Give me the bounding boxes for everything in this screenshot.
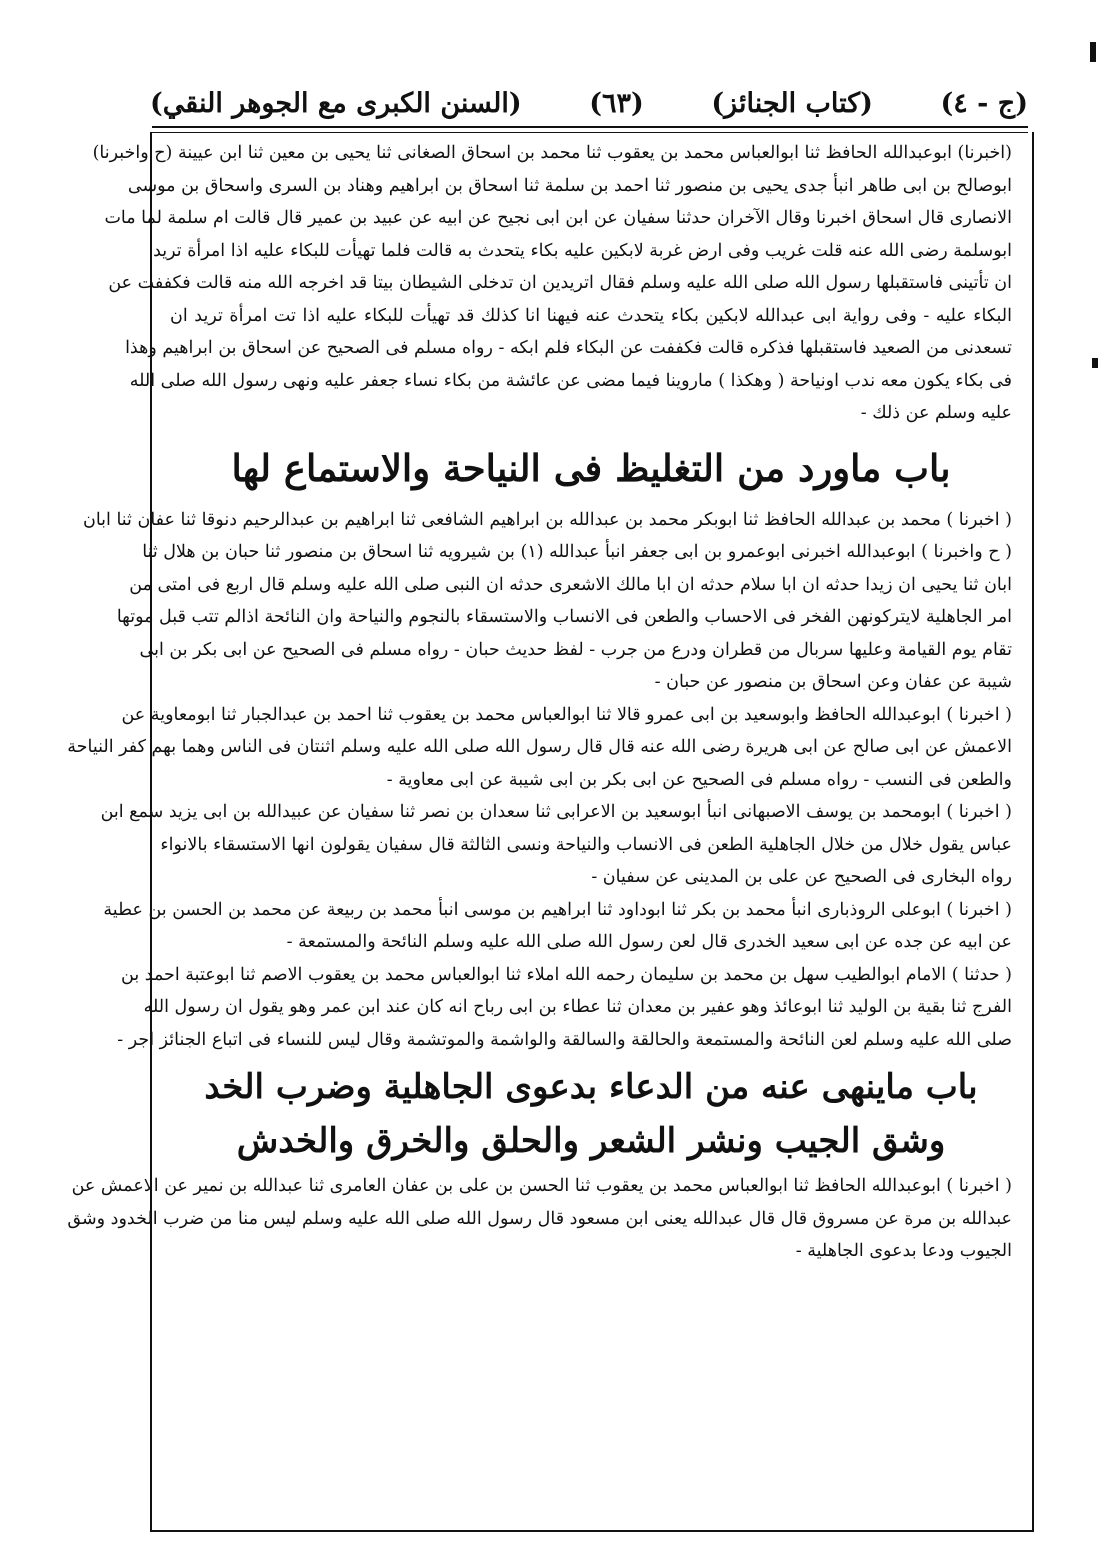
section-heading: باب ماورد من التغليظ فى النياحة والاستماع لها — [231, 445, 951, 490]
text-line: عبدالله بن مرة عن مسروق قال قال عبدالله يعنى ابن مسعود قال رسول الله صلى الله عليه وسلم ليس منا من ضرب الخدود وشق — [67, 1208, 1012, 1229]
hadith-paragraph — [67, 699, 1012, 797]
hadith-paragraph — [92, 137, 1012, 430]
text-line: ابوصالح بن ابى طاهر انبأ جدى يحيى بن منصور ثنا احمد بن سلمة ثنا اسحاق بن ابراهيم وهناد بن السرى واسحاق بن موسى — [127, 175, 1012, 196]
main-text — [67, 137, 1012, 1268]
text-line: ابوسلمة رضى الله عنه قلت غريب وفى ارض غربة لابكين عليه بكاء يتحدث به قالت فلما تهيأت للبكاء عليه اذا امرأة تريد — [153, 240, 1012, 261]
hadith-paragraph — [82, 504, 1012, 699]
margin-mark — [1092, 358, 1098, 368]
hadith-paragraph — [117, 959, 1012, 1057]
text-line: امر الجاهلية لايتركونهن الفخر فى الاحساب والطعن فى الانساب والاستسقاء بالنجوم والنياحة وان النائحة اذالم تتب قبل موتها — [116, 607, 1012, 627]
volume-number: (ج - ٤) — [940, 87, 1028, 119]
text-line: ابان ثنا يحيى ان زيدا حدثه ان ابا سلام حدثه ان ابا مالك الاشعرى حدثه ان النبى صلى الله عليه وسلم قال اربع فى امتى من — [129, 574, 1012, 595]
text-line: البكاء عليه - وفى رواية ابى عبدالله لابكين بكاء يتحدث عنه فيهنا انا كذلك قد تهيأت للبكاء عليه اذا تت امرأة تريد ان — [170, 305, 1012, 326]
text-line: صلى الله عليه وسلم لعن النائحة والمستمعة والحالقة والسالقة والواشمة والموتشمة وقال ليس للنساء فى اتباع الجنائز اجر - — [117, 1029, 1012, 1050]
section-heading-line: باب ماينهى عنه من الدعاء بدعوى الجاهلية وضرب الخد — [204, 1067, 978, 1107]
text-line: فى بكاء يكون معه ندب اونياحة ( وهكذا ) ماروينا فيما مضى عن عائشة من بكاء نساء جعفر عليه ونهى رسول الله صلى الله — [129, 370, 1012, 391]
hadith-paragraph — [67, 1170, 1012, 1268]
text-line: ( اخبرنا ) ابومحمد بن يوسف الاصبهانى انبأ ابوسعيد بن الاعرابى ثنا سعدان بن نصر ثنا سفيان عن عبيدالله بن ابى يزيد سمع ابن — [100, 802, 1012, 822]
text-line: الانصارى قال اسحاق اخبرنا وقال الآخران حدثنا سفيان عن ابن ابى نجيح عن ابيه عن عبيد بن عمير قال قالت ام سلمة لما مات — [104, 208, 1012, 228]
page-header — [150, 80, 1028, 126]
text-line: ( اخبرنا ) ابوعبدالله الحافظ وابوسعيد بن ابى عمرو قالا ثنا ابوالعباس محمد بن يعقوب ثنا احمد بن عبدالجبار ثنا ابومعاوية عن — [121, 704, 1012, 725]
text-line: الاعمش عن ابى صالح عن ابى هريرة رضى الله عنه قال قال رسول الله صلى الله عليه وسلم اثنتان فى الناس وهما بهم كفر النياحة — [67, 737, 1012, 757]
text-line: ( اخبرنا ) محمد بن عبدالله الحافظ ثنا ابوبكر محمد بن عبدالله بن ابراهيم الشافعى ثنا ابراهيم بن عبدالرحيم دنوقا ثنا عفان ثنا ابان — [82, 509, 1012, 530]
text-line: تقام يوم القيامة وعليها سربال من قطران ودرع من جرب - لفظ حديث حبان - رواه مسلم فى الصحيح عن ابى بكر بن ابى — [139, 639, 1012, 660]
section-heading — [170, 1060, 1012, 1168]
text-line: الفرج ثنا بقية بن الوليد ثنا ابوعائذ وهو عفير بن معدان ثنا عطاء بن ابى رباح انه كان عند ابن عمر وهو يقول ان رسول الله — [143, 997, 1012, 1017]
text-line: ( اخبرنا ) ابوعبدالله الحافظ ثنا ابوالعباس محمد بن يعقوب ثنا الحسن بن على بن عفان العامرى ثنا عبدالله بن نمير عن الاعمش عن — [71, 1176, 1012, 1196]
page-number: (٦٣) — [589, 87, 644, 119]
text-line: ( اخبرنا ) ابوعلى الروذبارى انبأ محمد بن بكر ثنا ابوداود ثنا ابراهيم بن موسى انبأ محمد بن ربيعة عن محمد بن الحسن بن عطية — [103, 899, 1012, 920]
text-line: تسعدنى من الصعيد فاستقبلها فذكره قالت فكففت عن البكاء فلم ابكه - رواه مسلم فى الصحيح عن اسحاق بن ابراهيم وهذا — [125, 338, 1012, 358]
text-line: ( حدثنا ) الامام ابوالطيب سهل بن محمد بن سليمان رحمه الله املاء ثنا ابوالعباس محمد بن يعقوب الاصم ثنا ابوعتبة احمد بن — [121, 964, 1012, 985]
text-line: عن ابيه عن جده عن ابى سعيد الخدرى قال لعن رسول الله صلى الله عليه وسلم النائحة والمستمعة - — [286, 932, 1012, 952]
text-line: شيبة عن عفان وعن اسحاق بن منصور عن حبان - — [654, 672, 1012, 692]
text-line: رواه البخارى فى الصحيح عن على بن المدينى عن سفيان - — [591, 867, 1012, 887]
text-line: عليه وسلم عن ذلك - — [860, 403, 1012, 423]
margin-mark — [1090, 42, 1096, 62]
section-heading-line: وشق الجيب ونشر الشعر والحلق والخرق والخدش — [236, 1121, 946, 1161]
text-line: عباس يقول خلال من خلال الجاهلية الطعن فى الانساب والنياحة ونسى الثالثة قال سفيان يقولون انها الاستسقاء بالانواء — [160, 834, 1012, 855]
text-line: الجيوب ودعا بدعوى الجاهلية - — [795, 1241, 1012, 1261]
text-line: والطعن فى النسب - رواه مسلم فى الصحيح عن ابى بكر بن ابى شيبة عن ابى معاوية - — [386, 769, 1012, 790]
hadith-paragraph — [103, 894, 1012, 959]
book-title: (السنن الكبرى مع الجوهر النقي) — [150, 87, 522, 119]
text-line: (اخبرنا) ابوعبدالله الحافظ ثنا ابوالعباس محمد بن يعقوب ثنا محمد بن اسحاق الصغانى ثنا يحيى بن معين ثنا ابن عيينة (ح واخبرنا) — [92, 143, 1012, 163]
text-line: ان تأتينى فاستقبلها رسول الله صلى الله عليه وسلم فقال اتريدين ان تدخلى الشيطان بيتا قد اخرجه الله منه قالت فكففت عن — [108, 273, 1012, 293]
hadith-paragraph — [100, 796, 1012, 894]
text-line: ( ح واخبرنا ) ابوعبدالله اخبرنى ابوعمرو بن ابى جعفر انبأ عبدالله (١) بن شيرويه ثنا اسحاق بن منصور ثنا حبان بن هلال ثنا — [142, 542, 1012, 562]
chapter-title: (كتاب الجنائز) — [711, 87, 873, 119]
